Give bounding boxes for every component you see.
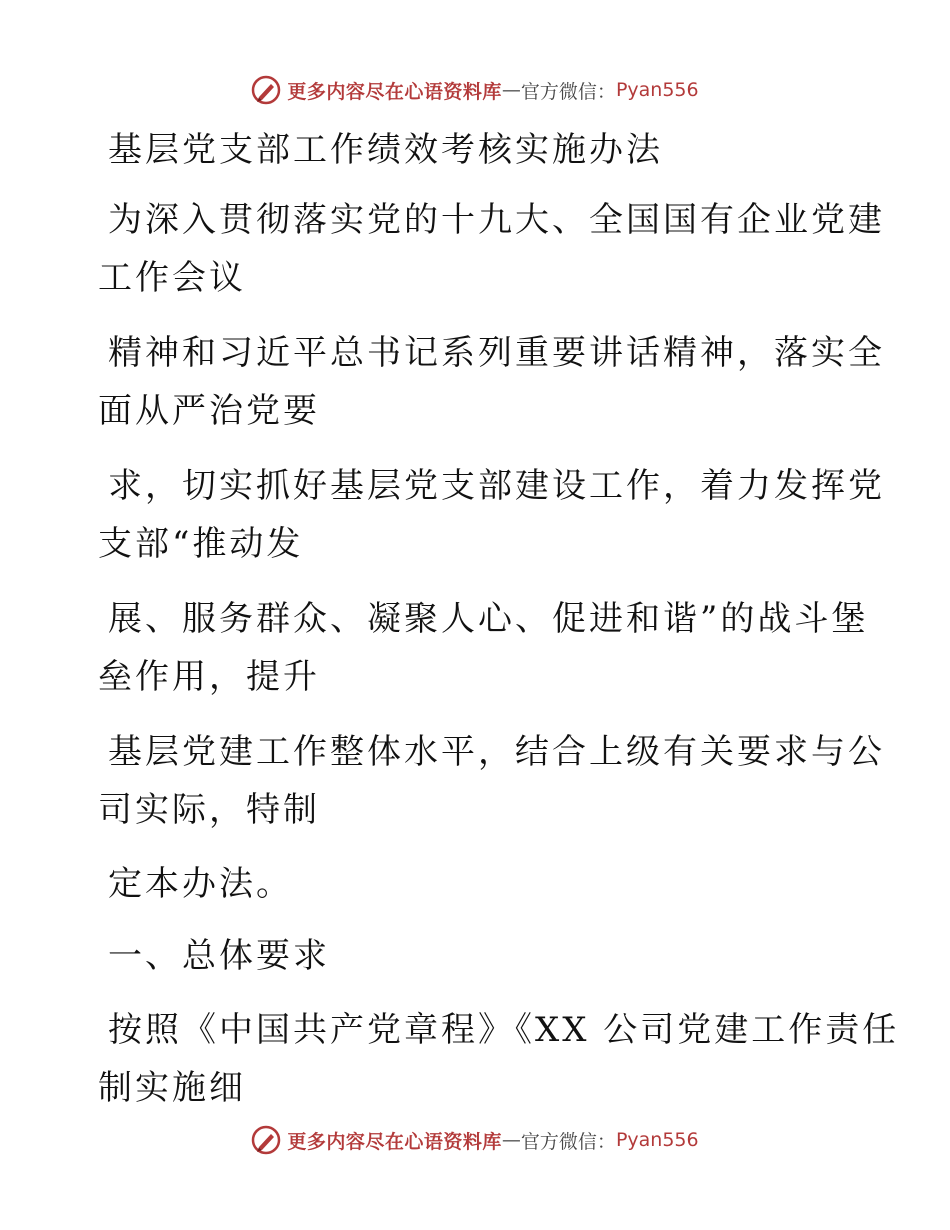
footer-banner: [0, 1120, 950, 1160]
banner-contact-id: Pyan556: [615, 1129, 699, 1151]
banner-contact-label: 官方微信：: [520, 1130, 616, 1153]
paragraph-line: 为深入贯彻落实党的十九大、全国国有企业党建: [108, 200, 885, 240]
banner-brand-text: 更多内容尽在心语资料库: [287, 1130, 502, 1153]
paragraph-line: 工作会议: [98, 258, 246, 298]
document-title: 基层党支部工作绩效考核实施办法: [108, 130, 663, 170]
pen-logo-icon: [251, 1125, 281, 1155]
paragraph-line: 基层党建工作整体水平，结合上级有关要求与公: [108, 732, 885, 772]
banner-dash: —: [501, 79, 521, 101]
header-banner: [0, 70, 950, 110]
banner-brand-text: 更多内容尽在心语资料库: [287, 80, 502, 103]
paragraph-line: 按照《中国共产党章程》《XX 公司党建工作责任: [108, 1010, 900, 1050]
section-heading: 一、总体要求: [108, 936, 330, 976]
banner-contact-label: 官方微信：: [520, 80, 616, 103]
banner-contact-id: Pyan556: [615, 79, 699, 101]
pen-logo-icon: [251, 75, 281, 105]
paragraph-line: 制实施细: [98, 1068, 246, 1108]
paragraph-line: 支部“推动发: [98, 524, 304, 564]
banner-dash: —: [501, 1129, 521, 1151]
paragraph-line: 司实际，特制: [98, 790, 320, 830]
paragraph-line: 垒作用，提升: [98, 657, 320, 697]
paragraph-line: 展、服务群众、凝聚人心、促进和谐”的战斗堡: [108, 599, 869, 639]
paragraph-line: 定本办法。: [108, 864, 293, 904]
paragraph-line: 精神和习近平总书记系列重要讲话精神，落实全: [108, 333, 885, 373]
paragraph-line: 求，切实抓好基层党支部建设工作，着力发挥党: [108, 466, 885, 506]
paragraph-line: 面从严治党要: [98, 391, 320, 431]
